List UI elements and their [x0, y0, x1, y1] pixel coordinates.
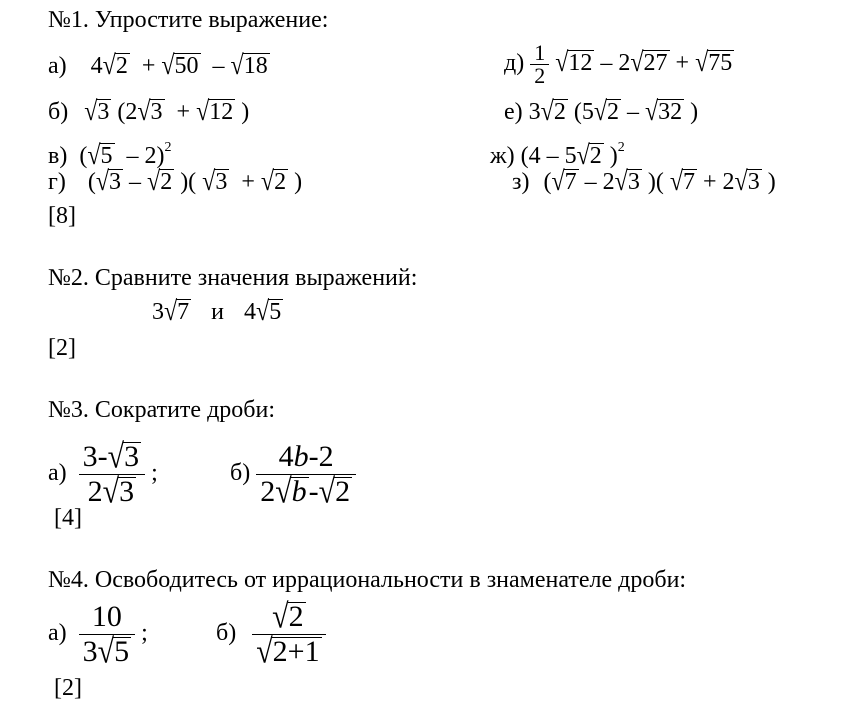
task4-title: №4. Освободитесь от иррациональности в знаменателе дроби:: [48, 567, 687, 593]
label-g: г): [48, 169, 66, 195]
fraction-b: $\frac{√2}{√2+1}$: [252, 600, 325, 669]
task1-title: №1. Упростите выражение:: [48, 7, 329, 33]
task1-a: [48, 52, 270, 80]
expr-zh: (4 – 5√2 )$^2$: [520, 140, 625, 171]
label-b: б): [216, 620, 237, 647]
task1-d: [504, 42, 734, 87]
task3-a: а) $\frac{3-√3}{2√3}$ ;: [48, 437, 158, 511]
task1-g: [48, 168, 302, 196]
expr-e: 3√2 (5√2 – √32 ): [528, 97, 699, 127]
task1-v: [48, 134, 172, 170]
expr-z: (√7 – 2√3 )( √7 + 2√3 ): [543, 167, 776, 197]
fraction-b: $\frac{4b-2}{2√b-√2}$: [256, 440, 356, 509]
expr-a: 4√2 + √50 – √18: [90, 51, 268, 81]
task2-score: [2]: [48, 335, 76, 361]
label-d: д): [504, 50, 525, 77]
label-a: а): [48, 460, 67, 487]
task1-zh: [490, 134, 625, 170]
expr-b: √3 (2√3 + √12 ): [84, 97, 250, 127]
fraction-a: $\frac{3-√3}{2√3}$: [79, 440, 145, 509]
task1-score: [8]: [48, 203, 76, 229]
fraction-a: $\frac{10}{3√5}$: [79, 600, 135, 669]
task3-score: [4]: [54, 505, 82, 531]
expr-d: √12 – 2√27 + √75: [555, 48, 733, 78]
task3-title: №3. Сократите дроби:: [48, 397, 276, 423]
label-a: а): [48, 620, 67, 647]
task4-a: а) $\frac{10}{3√5}$ ;: [48, 600, 148, 671]
task2-expr: 3√7 и 4√5: [152, 297, 282, 327]
label-e: е): [504, 99, 523, 125]
label-z: з): [512, 169, 530, 195]
task1-e: [504, 98, 698, 126]
task3-b: [230, 440, 356, 510]
task4-score: [2]: [54, 675, 82, 701]
task2-title: №2. Сравните значения выражений:: [48, 265, 418, 291]
label-zh: ж): [490, 143, 515, 169]
label-v: в): [48, 143, 68, 169]
and-word: и: [211, 299, 225, 325]
label-a: а): [48, 53, 67, 79]
label-b: б): [230, 460, 251, 487]
label-b: б): [48, 99, 69, 125]
task1-z: [512, 168, 776, 196]
expr-v: (√5 – 2)$^2$: [79, 140, 172, 171]
expr-g: (√3 – √2 )( √3 + √2 ): [87, 167, 303, 197]
task1-b: [48, 98, 249, 126]
fraction-one-half: $\frac{1}{2}$: [530, 42, 549, 87]
task4-b: [216, 597, 326, 671]
